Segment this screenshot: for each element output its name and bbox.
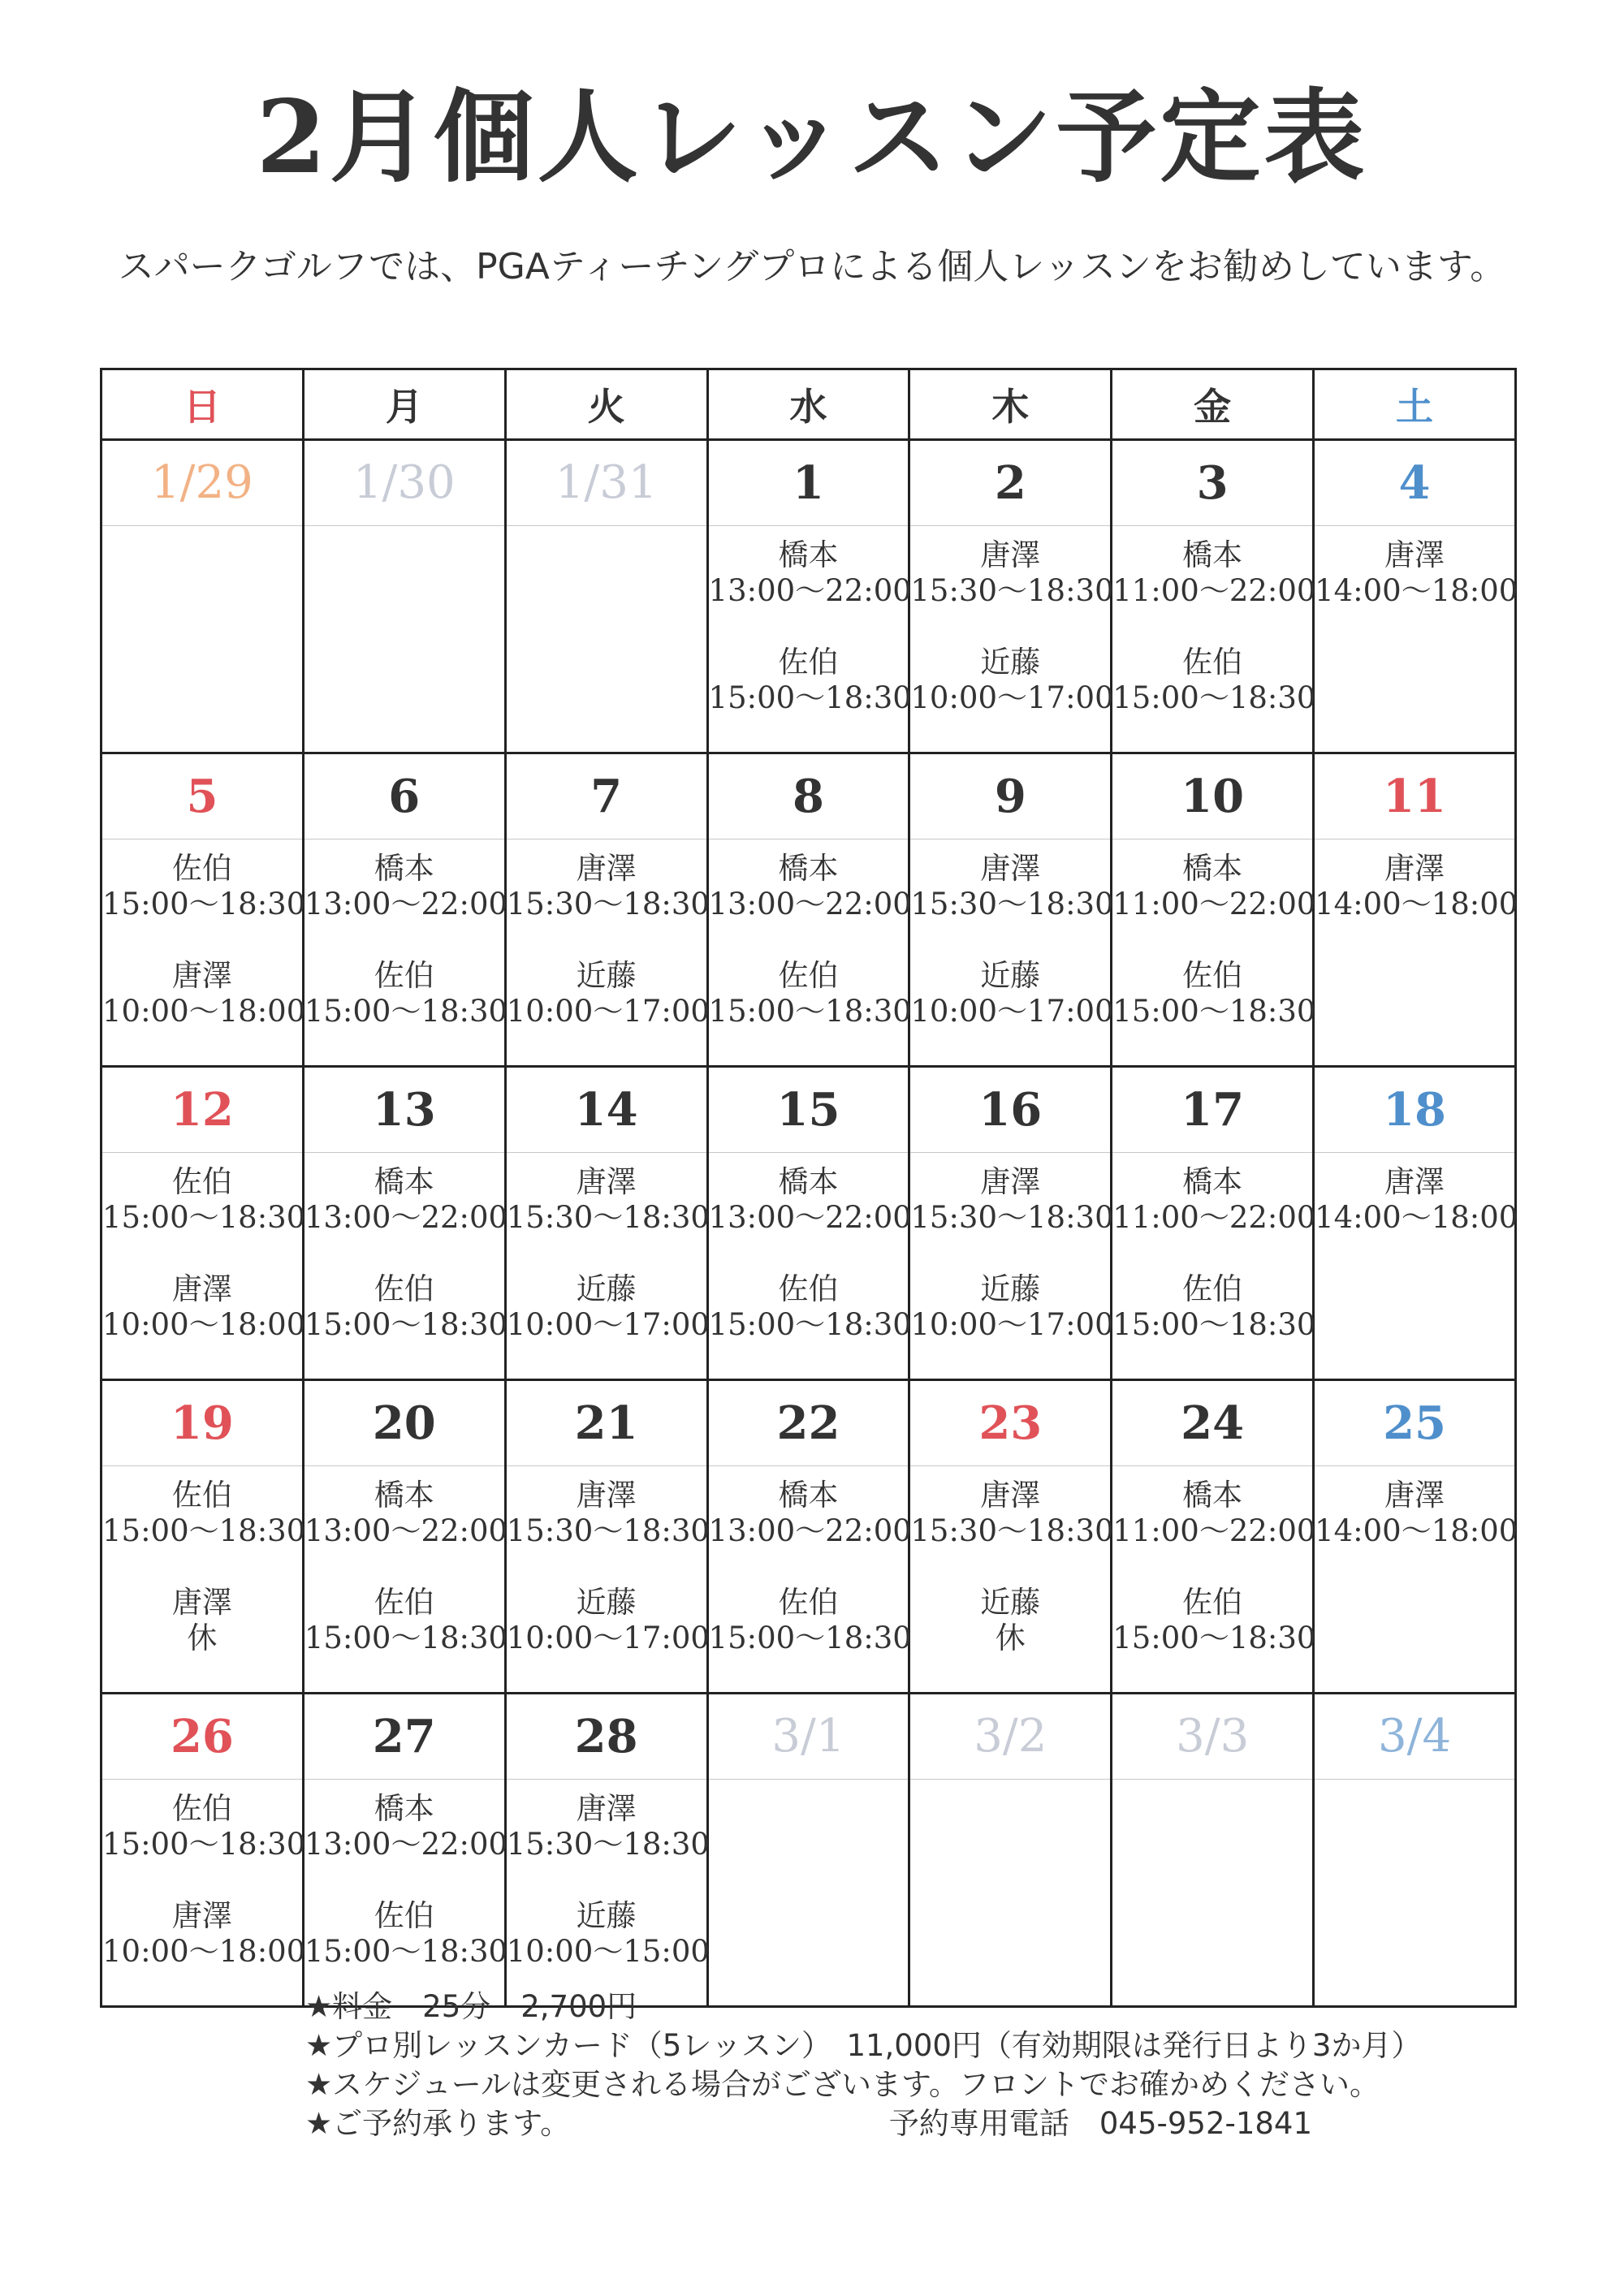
lesson-entry <box>506 1164 710 1236</box>
calendar-week-row <box>102 1380 1516 1694</box>
day-number: 19 <box>102 1381 302 1466</box>
instructor-name: 唐澤 <box>980 1164 1041 1199</box>
lesson-list <box>1315 1780 1514 1791</box>
instructor-name: 唐澤 <box>171 958 232 993</box>
calendar-day-cell <box>505 753 710 1067</box>
lesson-time: 11:00～22:00 <box>1112 887 1316 921</box>
lesson-list <box>304 839 508 1029</box>
day-number: 3/1 <box>709 1694 909 1780</box>
lesson-time: 14:00～18:00 <box>1315 573 1518 608</box>
lesson-time: 15:30～18:30 <box>910 573 1114 608</box>
lesson-time: 15:00～18:30 <box>304 1934 508 1969</box>
instructor-name: 唐澤 <box>1384 537 1445 572</box>
calendar-day-cell <box>102 1380 304 1694</box>
calendar-week-row <box>102 1067 1516 1380</box>
lesson-list <box>708 839 912 1029</box>
lesson-list <box>304 1780 508 1970</box>
lesson-list <box>304 1153 508 1343</box>
instructor-name: 佐伯 <box>1182 958 1243 993</box>
lesson-time: 15:30～18:30 <box>506 1513 710 1548</box>
lesson-time: 15:00～18:30 <box>304 1621 508 1655</box>
lesson-calendar <box>100 368 1517 2008</box>
lesson-list <box>506 1780 710 1970</box>
lesson-time: 10:00～17:00 <box>910 680 1114 715</box>
lesson-entry <box>708 851 912 922</box>
lesson-time: 13:00～22:00 <box>708 1513 912 1548</box>
lesson-entry <box>102 958 306 1029</box>
lesson-entry <box>708 1164 912 1236</box>
day-number: 15 <box>709 1068 909 1153</box>
lesson-time: 15:00～18:30 <box>102 887 306 921</box>
calendar-day-cell <box>1314 1694 1516 2007</box>
calendar-day-cell <box>1112 753 1314 1067</box>
lesson-entry <box>506 1585 710 1656</box>
day-number: 23 <box>910 1381 1110 1466</box>
lesson-list <box>506 839 710 1029</box>
lesson-list <box>708 1466 912 1656</box>
instructor-name: 橋本 <box>778 851 839 886</box>
calendar-day-cell <box>505 440 707 753</box>
day-number: 25 <box>1315 1381 1514 1466</box>
day-number: 5 <box>102 754 302 839</box>
weekday-wednesday: 水 <box>707 369 909 440</box>
instructor-name: 橋本 <box>374 1791 434 1826</box>
day-number: 6 <box>304 754 504 839</box>
lesson-entry <box>910 537 1114 609</box>
lesson-time: 15:30～18:30 <box>910 1513 1114 1548</box>
calendar-day-cell <box>505 1380 710 1694</box>
lesson-entry <box>304 1791 508 1862</box>
calendar-day-cell <box>1314 1380 1516 1694</box>
calendar-day-cell <box>707 1380 912 1694</box>
lesson-time: 15:30～18:30 <box>506 1200 710 1235</box>
lesson-time: 15:00～18:30 <box>708 680 912 715</box>
lesson-time: 15:00～18:30 <box>102 1513 306 1548</box>
lesson-list <box>1315 1466 1518 1549</box>
lesson-time: 15:30～18:30 <box>506 887 710 921</box>
instructor-name: 佐伯 <box>778 645 839 680</box>
lesson-time: 10:00～17:00 <box>910 1307 1114 1342</box>
instructor-name: 近藤 <box>980 1585 1041 1620</box>
weekday-thursday: 木 <box>909 369 1112 440</box>
day-number: 1/31 <box>507 441 706 526</box>
calendar-day-cell <box>102 1694 304 2007</box>
instructor-name: 近藤 <box>980 958 1041 993</box>
calendar-day-cell <box>909 1694 1112 2007</box>
calendar-day-cell <box>102 440 304 753</box>
lesson-time: 13:00～22:00 <box>304 1827 508 1862</box>
weekday-header-row <box>102 369 1516 440</box>
lesson-entry <box>910 851 1114 922</box>
day-number: 7 <box>507 754 706 839</box>
day-number: 12 <box>102 1068 302 1153</box>
calendar-day-cell <box>102 753 304 1067</box>
day-number: 21 <box>507 1381 706 1466</box>
lesson-time: 10:00～17:00 <box>910 994 1114 1029</box>
lesson-time: 15:00～18:30 <box>1112 1621 1316 1655</box>
calendar-day-cell <box>303 1694 508 2007</box>
lesson-list <box>1112 526 1316 716</box>
lesson-entry <box>708 958 912 1029</box>
calendar-day-cell <box>909 1067 1112 1380</box>
lesson-time: 10:00～18:00 <box>102 1934 306 1969</box>
instructor-name: 橋本 <box>374 1478 434 1513</box>
lesson-entry <box>304 851 508 922</box>
calendar-day-cell <box>707 1694 909 2007</box>
lesson-entry <box>1315 1164 1518 1236</box>
weekday-monday: 月 <box>303 369 505 440</box>
day-number: 27 <box>304 1694 504 1780</box>
instructor-name: 唐澤 <box>980 851 1041 886</box>
instructor-name: 唐澤 <box>576 1164 637 1199</box>
lesson-entry <box>102 1271 306 1343</box>
lesson-entry <box>304 1271 508 1343</box>
calendar-day-cell <box>1112 1067 1314 1380</box>
instructor-name: 唐澤 <box>171 1585 232 1620</box>
lesson-entry <box>1112 537 1316 609</box>
note-reservation: ★ご予約承ります。 <box>305 2106 571 2141</box>
lesson-time: 15:30～18:30 <box>910 1200 1114 1235</box>
lesson-entry <box>910 1585 1110 1656</box>
day-number: 11 <box>1315 754 1514 839</box>
instructor-name: 佐伯 <box>778 1585 839 1620</box>
lesson-time: 13:00～22:00 <box>304 1513 508 1548</box>
page-title: 2月個人レッスン予定表 <box>256 79 1368 196</box>
lesson-list <box>708 1153 912 1343</box>
calendar-day-cell <box>1112 1380 1314 1694</box>
day-number: 22 <box>709 1381 909 1466</box>
instructor-name: 佐伯 <box>374 1585 434 1620</box>
lesson-entry <box>910 1478 1114 1549</box>
instructor-name: 近藤 <box>576 1585 637 1620</box>
lesson-entry <box>102 1478 306 1549</box>
instructor-name: 佐伯 <box>1182 1271 1243 1306</box>
day-number: 3/4 <box>1315 1694 1514 1780</box>
note-lesson-card: ★プロ別レッスンカード（5レッスン） 11,000円（有効期限は発行日より3か月） <box>305 2028 1422 2063</box>
day-number: 24 <box>1112 1381 1312 1466</box>
lesson-list <box>102 526 302 537</box>
lesson-entry <box>1112 1164 1316 1236</box>
lesson-time: 15:00～18:30 <box>1112 1307 1316 1342</box>
lesson-list <box>1315 1153 1518 1236</box>
lesson-entry <box>910 1271 1114 1343</box>
lesson-list <box>910 526 1114 716</box>
lesson-list <box>910 839 1114 1029</box>
lesson-entry <box>506 1791 710 1862</box>
lesson-list <box>1112 1153 1316 1343</box>
lesson-entry <box>910 958 1114 1029</box>
instructor-name: 佐伯 <box>778 958 839 993</box>
lesson-time: 14:00～18:00 <box>1315 887 1518 921</box>
instructor-name: 佐伯 <box>374 958 434 993</box>
lesson-time: 15:00～18:30 <box>304 994 508 1029</box>
day-number: 16 <box>910 1068 1110 1153</box>
lesson-entry <box>1112 851 1316 922</box>
lesson-list <box>506 1153 710 1343</box>
lesson-entry <box>304 1478 508 1549</box>
lesson-time: 15:00～18:30 <box>708 1621 912 1655</box>
calendar-day-cell <box>303 1380 508 1694</box>
lesson-time: 14:00～18:00 <box>1315 1513 1518 1548</box>
page-subtitle: スパークゴルフでは、PGAティーチングプロによる個人レッスンをお勧めしています。 <box>118 246 1506 287</box>
lesson-time: 13:00～22:00 <box>708 573 912 608</box>
note-fee: ★料金 25分 2,700円 <box>305 1989 637 2024</box>
instructor-name: 佐伯 <box>1182 1585 1243 1620</box>
lesson-entry <box>102 1791 306 1862</box>
instructor-name: 唐澤 <box>980 537 1041 572</box>
lesson-entry <box>102 1164 306 1236</box>
lesson-entry <box>102 1585 302 1656</box>
calendar-day-cell <box>909 753 1112 1067</box>
lesson-entry <box>304 1585 508 1656</box>
day-number: 1/30 <box>304 441 504 526</box>
day-number: 28 <box>507 1694 706 1780</box>
lesson-entry <box>506 1898 710 1970</box>
calendar-day-cell <box>707 753 912 1067</box>
lesson-entry <box>1315 1478 1518 1549</box>
lesson-time: 15:00～18:30 <box>102 1200 306 1235</box>
lesson-entry <box>1112 645 1316 716</box>
lesson-time: 10:00～18:00 <box>102 1307 306 1342</box>
lesson-time: 15:00～18:30 <box>1112 680 1316 715</box>
lesson-entry <box>708 537 912 609</box>
instructor-name: 唐澤 <box>576 1478 637 1513</box>
lesson-list <box>1112 1780 1312 1791</box>
lesson-time: 15:00～18:30 <box>708 994 912 1029</box>
lesson-entry <box>1112 1478 1316 1549</box>
calendar-day-cell <box>303 440 505 753</box>
weekday-saturday: 土 <box>1314 369 1516 440</box>
lesson-entry <box>102 851 306 922</box>
lesson-entry <box>304 958 508 1029</box>
lesson-entry <box>910 1164 1114 1236</box>
instructor-name: 橋本 <box>374 851 434 886</box>
instructor-name: 橋本 <box>778 1164 839 1199</box>
lesson-time: 11:00～22:00 <box>1112 573 1316 608</box>
lesson-entry <box>708 1585 912 1656</box>
instructor-name: 近藤 <box>980 1271 1041 1306</box>
calendar-week-row <box>102 440 1516 753</box>
calendar-day-cell <box>707 1067 912 1380</box>
lesson-entry <box>506 851 710 922</box>
calendar-day-cell <box>505 1694 710 2007</box>
lesson-time: 休 <box>187 1621 218 1655</box>
notes-section <box>305 1987 1422 2143</box>
instructor-name: 橋本 <box>778 537 839 572</box>
lesson-list <box>304 1466 508 1656</box>
instructor-name: 橋本 <box>1182 851 1243 886</box>
lesson-entry <box>506 958 710 1029</box>
lesson-time: 13:00～22:00 <box>304 887 508 921</box>
instructor-name: 佐伯 <box>374 1271 434 1306</box>
lesson-list <box>102 1153 306 1343</box>
day-number: 3/2 <box>910 1694 1110 1780</box>
lesson-list <box>1112 839 1316 1029</box>
day-number: 13 <box>304 1068 504 1153</box>
lesson-entry <box>1112 1585 1316 1656</box>
instructor-name: 橋本 <box>778 1478 839 1513</box>
instructor-name: 唐澤 <box>576 851 637 886</box>
instructor-name: 近藤 <box>576 1898 637 1933</box>
calendar-day-cell <box>1314 440 1516 753</box>
day-number: 10 <box>1112 754 1312 839</box>
instructor-name: 佐伯 <box>171 1478 232 1513</box>
lesson-list <box>910 1153 1114 1343</box>
lesson-list <box>506 1466 710 1656</box>
instructor-name: 唐澤 <box>1384 1164 1445 1199</box>
lesson-list <box>910 1466 1114 1656</box>
lesson-time: 13:00～22:00 <box>304 1200 508 1235</box>
lesson-list <box>304 526 504 537</box>
weekday-tuesday: 火 <box>505 369 707 440</box>
lesson-time: 11:00～22:00 <box>1112 1200 1316 1235</box>
lesson-list <box>507 526 706 537</box>
lesson-entry <box>1112 958 1316 1029</box>
lesson-time: 14:00～18:00 <box>1315 1200 1518 1235</box>
lesson-time: 10:00～18:00 <box>102 994 306 1029</box>
lesson-entry <box>506 1478 710 1549</box>
lesson-entry <box>708 645 912 716</box>
note-schedule-change: ★スケジュールは変更される場合がございます。フロントでお確かめください。 <box>305 2067 1380 2102</box>
lesson-list <box>102 1780 306 1970</box>
calendar-day-cell <box>303 1067 508 1380</box>
lesson-list <box>102 839 306 1029</box>
day-number: 17 <box>1112 1068 1312 1153</box>
lesson-time: 10:00～17:00 <box>506 994 710 1029</box>
instructor-name: 佐伯 <box>171 1791 232 1826</box>
lesson-time: 15:00～18:30 <box>304 1307 508 1342</box>
day-number: 8 <box>709 754 909 839</box>
lesson-entry <box>304 1898 508 1970</box>
lesson-time: 13:00～22:00 <box>708 887 912 921</box>
calendar-day-cell <box>909 1380 1112 1694</box>
day-number: 2 <box>910 441 1110 526</box>
lesson-list <box>1315 839 1518 922</box>
instructor-name: 橋本 <box>1182 1164 1243 1199</box>
instructor-name: 佐伯 <box>171 1164 232 1199</box>
instructor-name: 唐澤 <box>576 1791 637 1826</box>
weekday-friday: 金 <box>1112 369 1314 440</box>
lesson-time: 15:00～18:30 <box>1112 994 1316 1029</box>
instructor-name: 佐伯 <box>374 1898 434 1933</box>
lesson-entry <box>910 645 1114 716</box>
day-number: 26 <box>102 1694 302 1780</box>
day-number: 3/3 <box>1112 1694 1312 1780</box>
instructor-name: 唐澤 <box>1384 1478 1445 1513</box>
instructor-name: 唐澤 <box>171 1271 232 1306</box>
instructor-name: 近藤 <box>576 958 637 993</box>
lesson-entry <box>708 1478 912 1549</box>
lesson-entry <box>304 1164 508 1236</box>
day-number: 1 <box>709 441 909 526</box>
lesson-list <box>102 1466 306 1656</box>
instructor-name: 近藤 <box>980 645 1041 680</box>
lesson-time: 13:00～22:00 <box>708 1200 912 1235</box>
calendar-week-row <box>102 1694 1516 2007</box>
lesson-entry <box>1112 1271 1316 1343</box>
lesson-time: 15:30～18:30 <box>910 887 1114 921</box>
lesson-entry <box>1315 851 1518 922</box>
weekday-sunday: 日 <box>102 369 304 440</box>
calendar-body <box>102 440 1516 2007</box>
calendar-day-cell <box>1314 1067 1516 1380</box>
lesson-time: 15:00～18:30 <box>102 1827 306 1862</box>
note-reservation-row <box>305 2104 1312 2143</box>
instructor-name: 近藤 <box>576 1271 637 1306</box>
day-number: 1/29 <box>102 441 302 526</box>
day-number: 14 <box>507 1068 706 1153</box>
lesson-entry <box>1315 537 1518 609</box>
calendar-day-cell <box>303 753 508 1067</box>
reservation-phone: 予約専用電話 045-952-1841 <box>888 2106 1312 2141</box>
instructor-name: 佐伯 <box>778 1271 839 1306</box>
lesson-time: 10:00～17:00 <box>506 1307 710 1342</box>
instructor-name: 唐澤 <box>1384 851 1445 886</box>
day-number: 9 <box>910 754 1110 839</box>
lesson-time: 10:00～17:00 <box>506 1621 710 1655</box>
lesson-list <box>709 1780 909 1791</box>
lesson-list <box>910 1780 1110 1791</box>
calendar-day-cell <box>1112 1694 1314 2007</box>
instructor-name: 佐伯 <box>171 851 232 886</box>
lesson-list <box>1315 526 1518 609</box>
lesson-entry <box>102 1898 306 1970</box>
lesson-time: 10:00～15:00 <box>506 1934 710 1969</box>
lesson-time: 15:30～18:30 <box>506 1827 710 1862</box>
lesson-time: 休 <box>995 1621 1026 1655</box>
calendar-day-cell <box>909 440 1112 753</box>
lesson-list <box>708 526 912 716</box>
instructor-name: 橋本 <box>374 1164 434 1199</box>
instructor-name: 橋本 <box>1182 1478 1243 1513</box>
calendar-week-row <box>102 753 1516 1067</box>
lesson-time: 11:00～22:00 <box>1112 1513 1316 1548</box>
instructor-name: 唐澤 <box>980 1478 1041 1513</box>
calendar-day-cell <box>1314 753 1516 1067</box>
lesson-time: 15:00～18:30 <box>708 1307 912 1342</box>
day-number: 4 <box>1315 441 1514 526</box>
lesson-entry <box>506 1271 710 1343</box>
calendar-day-cell <box>102 1067 304 1380</box>
instructor-name: 橋本 <box>1182 537 1243 572</box>
day-number: 18 <box>1315 1068 1514 1153</box>
calendar-day-cell <box>505 1067 710 1380</box>
calendar-day-cell <box>1112 440 1314 753</box>
day-number: 3 <box>1112 441 1312 526</box>
day-number: 20 <box>304 1381 504 1466</box>
calendar-day-cell <box>707 440 912 753</box>
lesson-entry <box>708 1271 912 1343</box>
instructor-name: 佐伯 <box>1182 645 1243 680</box>
lesson-list <box>1112 1466 1316 1656</box>
instructor-name: 唐澤 <box>171 1898 232 1933</box>
